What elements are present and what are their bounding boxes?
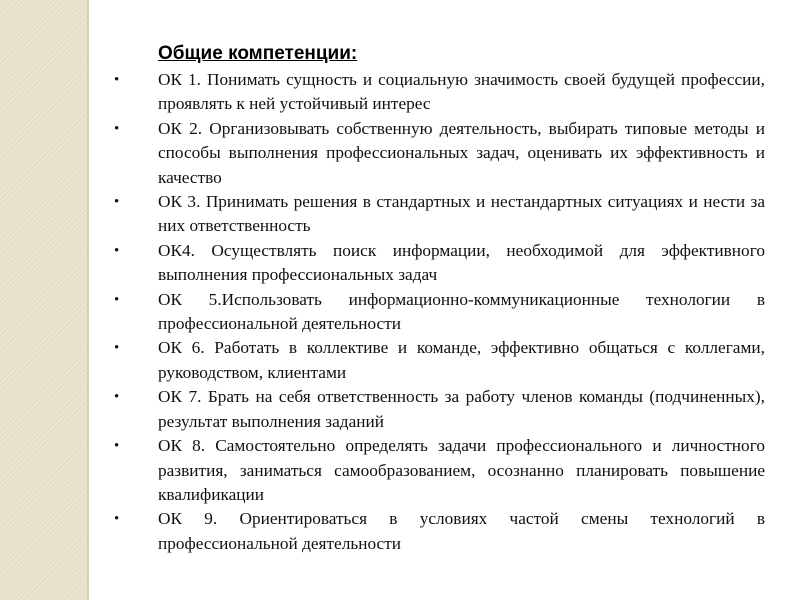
bullet-icon: • [114,120,120,137]
list-item [110,239,765,288]
slide-content [110,42,765,556]
list-item [110,190,765,239]
list-item-text: ОК 5.Использовать информационно-коммуникационные технологии в профессиональной деятельности [158,289,765,334]
bullet-icon: • [114,194,120,211]
bullet-icon: • [114,511,120,528]
list-item [110,336,765,385]
bullet-icon: • [114,242,120,259]
list-item [110,434,765,507]
list-item-text: ОК 7. Брать на себя ответственность за работу членов команды (подчиненных), результат выполнения заданий [158,387,765,431]
bullet-icon: • [114,72,120,88]
list-item-text: ОК 6. Работать в коллективе и команде, эффективно общаться с коллегами, руководством, клиентами [158,338,765,382]
competency-list [110,68,765,556]
list-item [110,385,765,434]
side-band-border [87,0,89,600]
list-item-text: ОК 3. Принимать решения в стандартных и нестандартных ситуациях и нести за них ответственность [158,192,765,236]
bullet-icon: • [114,340,120,357]
list-item-text: ОК 8. Самостоятельно определять задачи профессионального и личностного развития, заниматься самообразованием, осознанно планировать повышение квалификации [158,436,765,504]
list-item [110,288,765,337]
slide-heading: Общие компетенции: [158,43,358,64]
bullet-icon: • [114,389,120,406]
list-item [110,68,765,117]
list-item-text: ОК 1. Понимать сущность и социальную значимость своей будущей профессии, проявлять к ней устойчивый интерес [158,70,765,114]
list-item-text: ОК4. Осуществлять поиск информации, необходимой для эффективного выполнения профессиональных задач [158,240,765,285]
list-item [110,117,765,190]
list-item [110,507,765,556]
list-item-text: ОК 9. Ориентироваться в условиях частой смены технологий в профессиональной деятельности [158,509,765,553]
bullet-icon: • [114,438,120,455]
list-item-text: ОК 2. Организовывать собственную деятельность, выбирать типовые методы и способы выполнения профессиональных задач, оценивать их эффективность и качество [158,118,765,187]
bullet-icon: • [114,291,120,308]
decorative-side-band [0,0,87,600]
